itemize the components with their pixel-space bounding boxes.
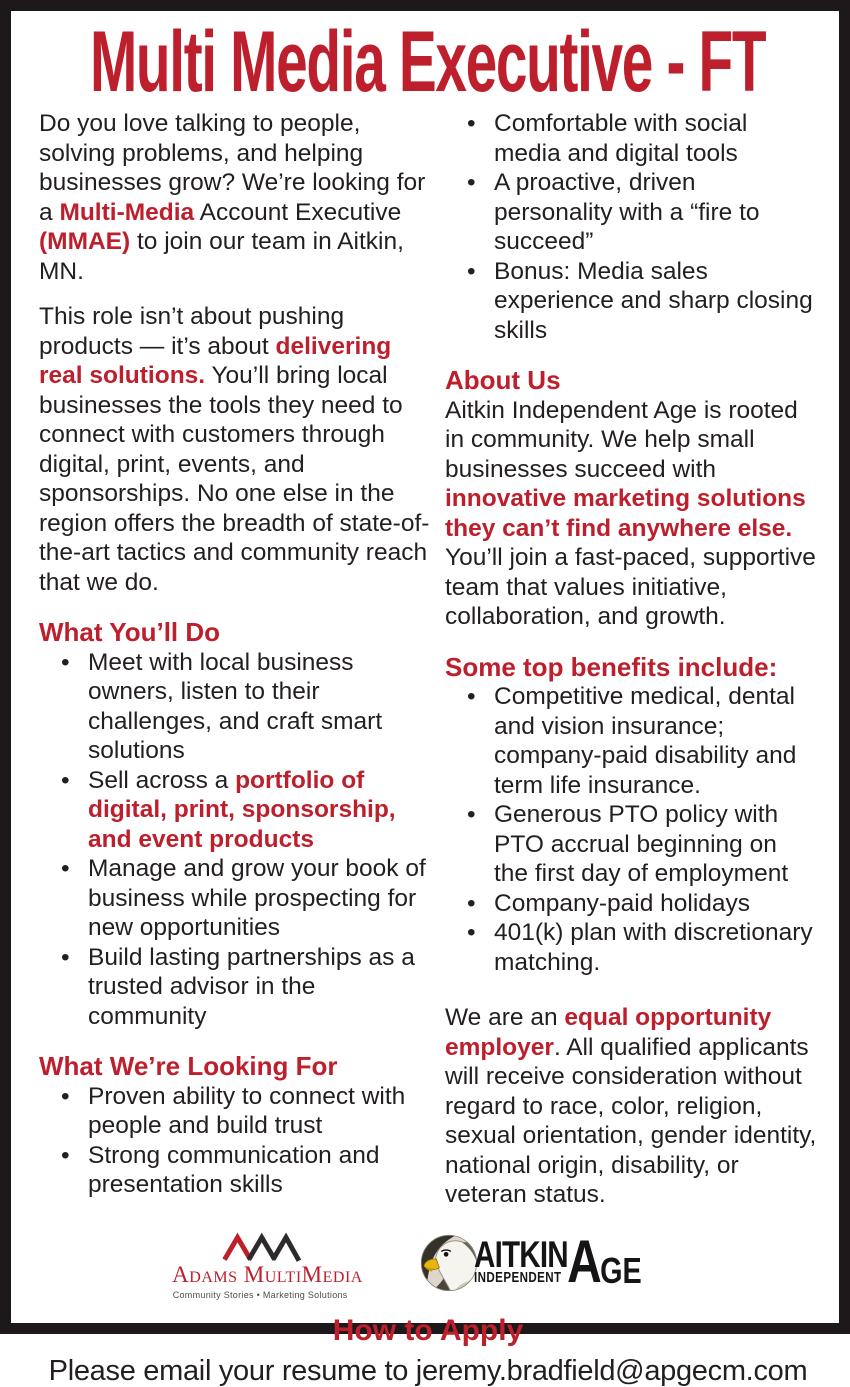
benefits-list [445, 682, 817, 977]
emphasized-text: equal opportunity employer [445, 1004, 771, 1061]
aitkin-wordmark-left [474, 1239, 568, 1286]
heading-benefits: Some top benefits include: [445, 653, 817, 683]
heading-what-youll-do: What You’ll Do [39, 618, 437, 648]
what-were-looking-for-list [39, 1082, 437, 1200]
left-column [39, 109, 437, 1210]
adams-multimedia-logo [172, 1234, 348, 1300]
intro-paragraph [39, 109, 437, 286]
body-text-segment: Company-paid holidays [494, 890, 750, 917]
body-text-segment: Account Executive [194, 199, 401, 226]
body-text-segment: 401(k) plan with discretionary matching. [494, 919, 813, 976]
role-paragraph [39, 302, 437, 597]
body-text-segment: You’ll bring local businesses the tools they need to connect with customers through digital, print, events, and sponsorships. No one else in the region offers the breadth of state-of-the-art tactics and community reach that we do. [39, 362, 429, 596]
heading-what-were-looking-for: What We’re Looking For [39, 1052, 437, 1082]
page-content [11, 19, 839, 1387]
emphasized-text: portfolio of digital, print, sponsorship, and event products [88, 767, 396, 853]
list-item [445, 168, 817, 257]
list-item [39, 1082, 437, 1141]
body-text-segment: Proven ability to connect with people and build trust [88, 1083, 405, 1140]
what-youll-do-list [39, 648, 437, 1032]
page-title: Multi Media Executive - FT [90, 19, 765, 105]
adams-tagline: Community Stories • Marketing Solutions [172, 1290, 348, 1300]
body-text-segment: Competitive medical, dental and vision insurance; company-paid disability and term life insurance. [494, 683, 796, 799]
eeo-paragraph [445, 1003, 817, 1210]
list-item [39, 854, 437, 943]
aitkin-independent-age-logo [420, 1234, 684, 1292]
list-item [39, 766, 437, 855]
list-item [445, 918, 817, 977]
list-item [445, 682, 817, 800]
aitkin-line2: INDEPENDENT [474, 1271, 562, 1286]
body-text-segment: Manage and grow your book of business while prospecting for new opportunities [88, 855, 426, 941]
aitkin-line1-suffix: GE [600, 1257, 642, 1286]
three-mountain-peaks-icon [221, 1234, 299, 1261]
body-text-segment: You’ll join a fast-paced, supportive team that values initiative, collaboration, and growth. [445, 544, 816, 630]
list-item [445, 109, 817, 168]
two-column-body [39, 109, 817, 1210]
body-text-segment: Do you love talking to people, solving problems, and helping businesses grow? We’re looking for a [39, 110, 425, 226]
body-text-segment: Comfortable with social media and digital tools [494, 110, 747, 167]
what-were-looking-for-list-continued [445, 109, 817, 345]
body-text-segment: Build lasting partnerships as a trusted advisor in the community [88, 944, 415, 1030]
list-item [445, 889, 817, 919]
body-text-segment: Aitkin Independent Age is rooted in community. We help small businesses succeed with [445, 397, 798, 483]
body-text-segment: Generous PTO policy with PTO accrual beginning on the first day of employment [494, 801, 788, 887]
body-text-segment: Strong communication and presentation skills [88, 1142, 379, 1199]
emphasized-text: Multi-Media [59, 199, 194, 226]
body-text-segment: Bonus: Media sales experience and sharp closing skills [494, 258, 813, 344]
how-to-apply-heading: How to Apply [39, 1314, 817, 1347]
list-item [39, 648, 437, 766]
aitkin-line1: AITKIN [474, 1239, 568, 1270]
list-item [445, 257, 817, 346]
body-text-segment: . All qualified applicants will receive consideration without regard to race, color, religion, sexual orientation, gender identity, national origin, disability, or veteran status. [445, 1034, 816, 1209]
list-item [445, 800, 817, 889]
body-text-segment: Sell across a [88, 767, 235, 794]
about-us-paragraph [445, 396, 817, 632]
aitkin-wordmark [474, 1239, 642, 1286]
body-text-segment: This role isn’t about pushing products — it’s about [39, 303, 344, 360]
eagle-head-icon [420, 1234, 478, 1292]
emphasized-text: delivering real solutions. [39, 333, 391, 390]
emphasized-text: (MMAE) [39, 228, 130, 255]
body-text-segment: We are an [445, 1004, 564, 1031]
body-text-segment: to join our team in Aitkin, MN. [39, 228, 404, 285]
aitkin-big-a: A [567, 1239, 602, 1286]
adams-wordmark: Adams MultiMedia [172, 1263, 348, 1286]
right-column [445, 109, 817, 1210]
apply-instruction: Please email your resume to jeremy.bradfield@apgecm.com [39, 1356, 817, 1387]
emphasized-text: innovative marketing solutions they can’t find anywhere else. [445, 485, 806, 542]
list-item [39, 1141, 437, 1200]
list-item [39, 943, 437, 1032]
logos-row [39, 1234, 817, 1298]
heading-about-us: About Us [445, 366, 817, 396]
page-title-wrap [39, 19, 817, 105]
body-text-segment: A proactive, driven personality with a “fire to succeed” [494, 169, 760, 255]
body-text-segment: Meet with local business owners, listen to their challenges, and craft smart solutions [88, 649, 382, 765]
